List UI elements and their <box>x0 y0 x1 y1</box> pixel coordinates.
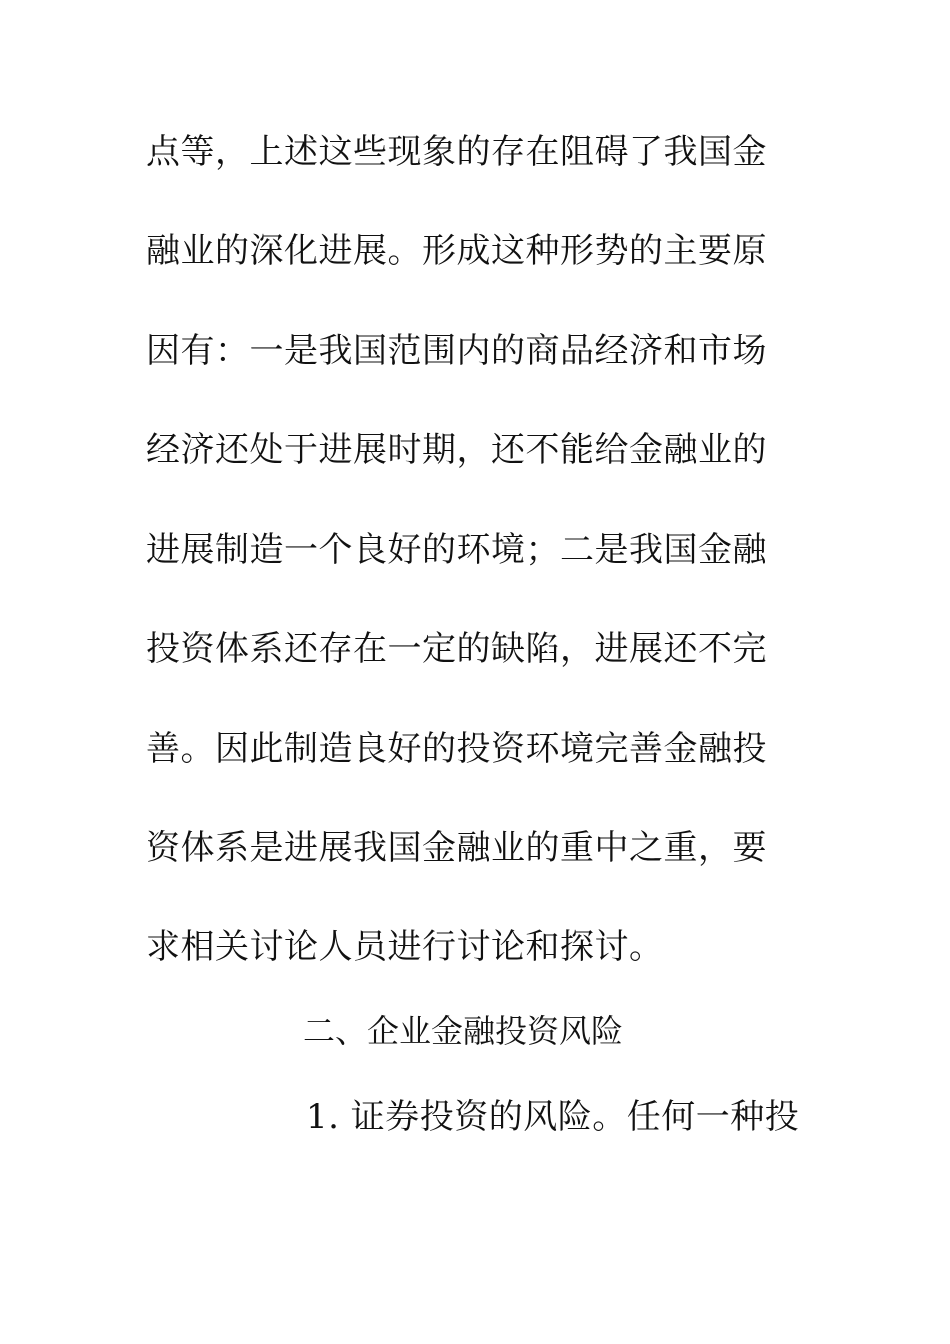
paragraph-line: 点等，上述这些现象的存在阻碍了我国金 <box>146 132 767 172</box>
paragraph-line: 资体系是进展我国金融业的重中之重，要 <box>146 828 767 868</box>
paragraph-line: 进展制造一个良好的环境；二是我国金融 <box>146 530 767 570</box>
paragraph-line: 经济还处于进展时期，还不能给金融业的 <box>146 430 767 470</box>
paragraph-line: 因有：一是我国范围内的商品经济和市场 <box>146 331 767 371</box>
paragraph-line: 投资体系还存在一定的缺陷，进展还不完 <box>146 629 767 669</box>
section-heading: 二、企业金融投资风险 <box>303 1012 624 1050</box>
paragraph-line: 求相关讨论人员进行讨论和探讨。 <box>146 927 664 967</box>
paragraph-line: 融业的深化进展。形成这种形势的主要原 <box>146 231 767 271</box>
paragraph-line: 善。因此制造良好的投资环境完善金融投 <box>146 729 767 769</box>
subsection-line: 1. 证券投资的风险。任何一种投 <box>306 1097 800 1137</box>
